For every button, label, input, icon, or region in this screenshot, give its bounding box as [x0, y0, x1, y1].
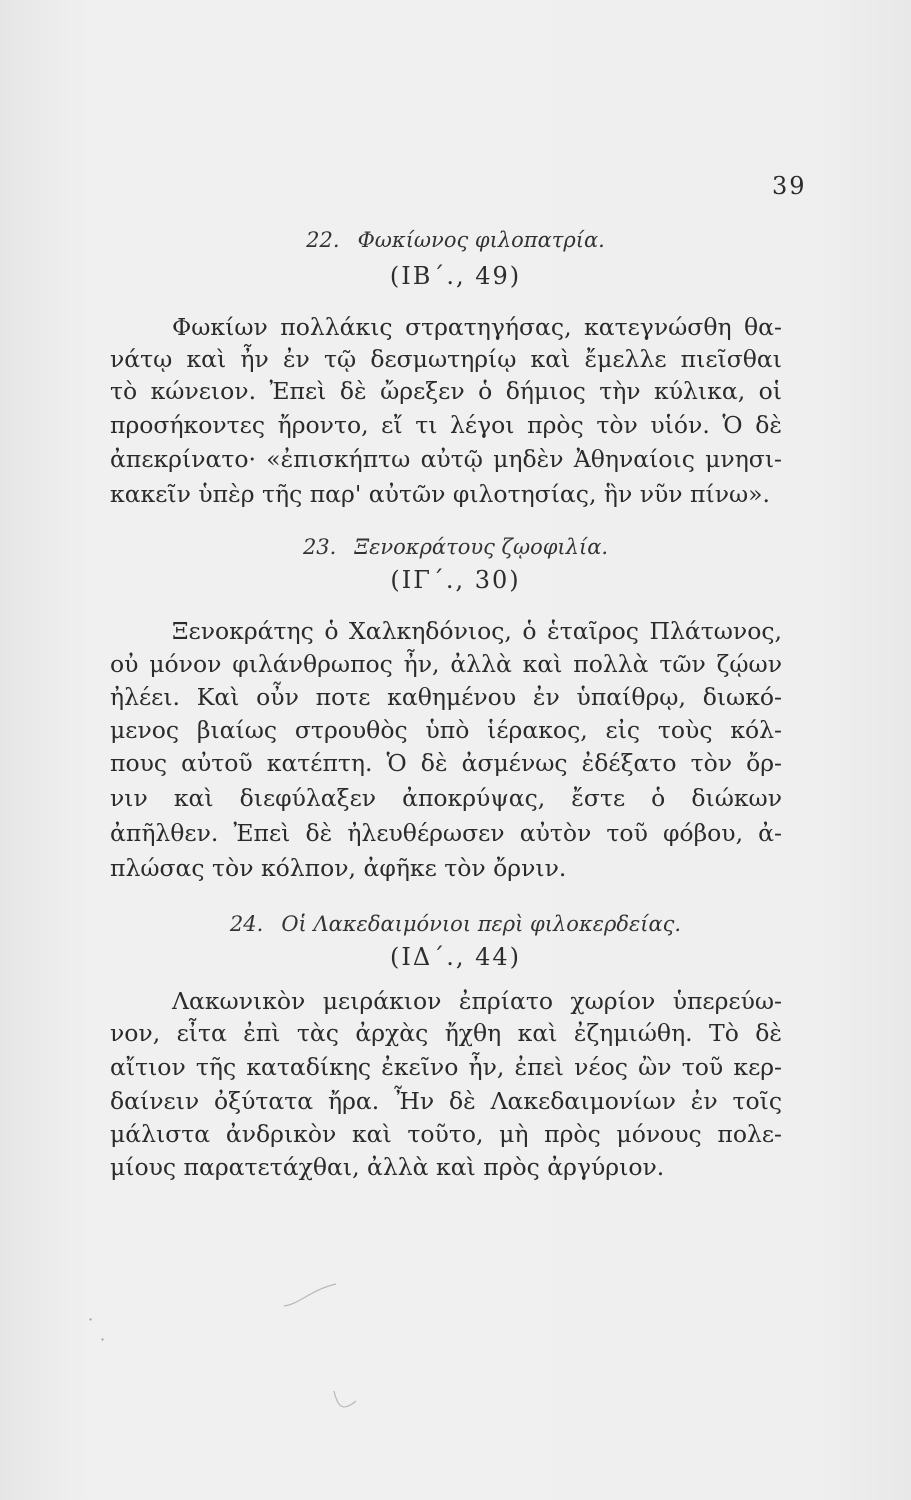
section-23-title: [0, 535, 911, 559]
paragraph-line: νιν καὶ διεφύλαξεν ἀποκρύψας, ἔστε ὁ διώκων: [110, 784, 782, 812]
scan-dot: ·: [88, 1310, 94, 1329]
section-heading: Ξενοκράτους ζῳοφιλία.: [354, 535, 609, 559]
scan-mark: [330, 1385, 360, 1415]
section-22-reference: (ΙΒ΄., 49): [389, 262, 522, 290]
paragraph-line: αἴτιον τῆς καταδίκης ἐκεῖνο ἦν, ἐπεὶ νέος ὢν τοῦ κερ-: [110, 1053, 782, 1081]
section-number: 22.: [306, 228, 340, 252]
paragraph-line: μάλιστα ἀνδρικὸν καὶ τοῦτο, μὴ πρὸς μόνους πολε-: [110, 1120, 782, 1148]
paragraph-line: ἠλέει. Καὶ οὖν ποτε καθημένου ἐν ὑπαίθρῳ, διωκό-: [110, 683, 782, 711]
paragraph-line: ἀπῆλθεν. Ἐπεὶ δὲ ἠλευθέρωσεν αὐτὸν τοῦ φόβου, ἀ-: [110, 819, 782, 847]
paragraph-line: Λακωνικὸν μειράκιον ἐπρίατο χωρίον ὑπερεύω-: [172, 987, 782, 1015]
section-24-title: [0, 912, 911, 936]
paragraph-line: ἀπεκρίνατο· «ἐπισκήπτω αὐτῷ μηδὲν Ἀθηναίοις μνησι-: [110, 445, 782, 473]
paragraph-line: μενος βιαίως στρουθὸς ὑπὸ ἱέρακος, εἰς τοὺς κόλ-: [110, 716, 782, 744]
paragraph-line: τὸ κώνειον. Ἐπεὶ δὲ ὤρεξεν ὁ δήμιος τὴν κύλικα, οἱ: [110, 377, 782, 405]
section-heading: Φωκίωνος φιλοπατρία.: [357, 228, 605, 252]
section-23-reference: (ΙΓ΄., 30): [390, 566, 521, 594]
section-22-title: [0, 228, 911, 252]
section-heading: Οἱ Λακεδαιμόνιοι περὶ φιλοκερδείας.: [281, 912, 682, 936]
paragraph-line: Φωκίων πολλάκις στρατηγήσας, κατεγνώσθη θα-: [172, 313, 782, 341]
paragraph-line: Ξενοκράτης ὁ Χαλκηδόνιος, ὁ ἑταῖρος Πλάτωνος,: [172, 617, 782, 645]
paragraph-line: δαίνειν ὀξύτατα ἤρα. Ἦν δὲ Λακεδαιμονίων ἐν τοῖς: [110, 1087, 782, 1115]
paragraph-line: πλώσας τὸν κόλπον, ἀφῆκε τὸν ὄρνιν.: [110, 854, 567, 882]
section-number: 23.: [302, 535, 337, 559]
paragraph-line: νον, εἶτα ἐπὶ τὰς ἀρχὰς ἤχθη καὶ ἐζημιώθη. Τὸ δὲ: [110, 1019, 782, 1047]
paragraph-line: πους αὐτοῦ κατέπτη. Ὁ δὲ ἀσμένως ἐδέξατο τὸν ὄρ-: [110, 749, 782, 777]
page-number: 39: [772, 172, 807, 200]
paragraph-line: νάτῳ καὶ ἦν ἐν τῷ δεσμωτηρίῳ καὶ ἔμελλε πιεῖσθαι: [110, 345, 782, 373]
scan-mark: [280, 1280, 340, 1310]
section-number: 24.: [229, 912, 264, 936]
section-24-reference: (ΙΔ΄., 44): [390, 943, 521, 971]
scan-dot: ·: [100, 1330, 106, 1349]
paragraph-line: οὐ μόνον φιλάνθρωπος ἦν, ἀλλὰ καὶ πολλὰ τῶν ζῴων: [110, 650, 782, 678]
paragraph-line: κακεῖν ὑπὲρ τῆς παρ' αὐτῶν φιλοτησίας, ἣν νῦν πίνω».: [110, 480, 770, 508]
paragraph-line: μίους παρατετάχθαι, ἀλλὰ καὶ πρὸς ἀργύριον.: [110, 1153, 665, 1181]
paragraph-line: προσήκοντες ἤροντο, εἴ τι λέγοι πρὸς τὸν υἱόν. Ὁ δὲ: [110, 411, 782, 439]
